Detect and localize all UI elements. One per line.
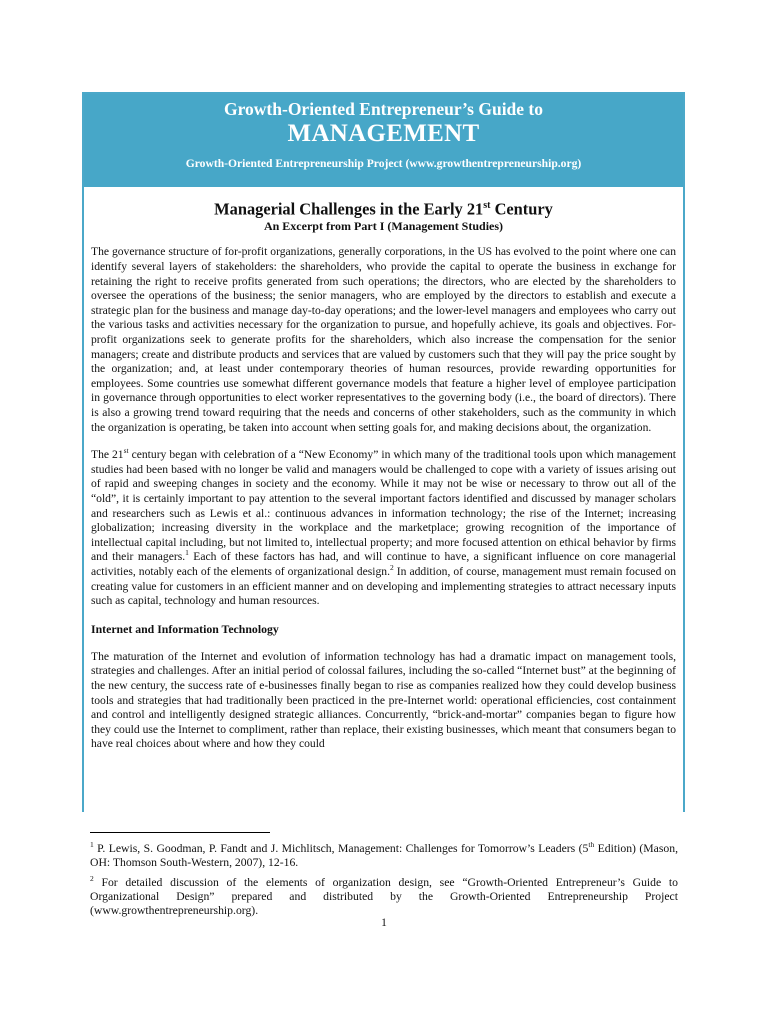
article-frame bbox=[82, 92, 685, 812]
project-credit: Growth-Oriented Entrepreneurship Project (www.growthentrepreneurship.org) bbox=[185, 157, 582, 170]
section-heading: Internet and Information Technology bbox=[91, 621, 279, 636]
footnotes bbox=[90, 838, 678, 920]
guide-topic: MANAGEMENT bbox=[287, 120, 480, 147]
article-content bbox=[84, 196, 683, 752]
article-title: Managerial Challenges in the Early 21st Century bbox=[214, 199, 553, 219]
footnote-1: $^1$ P. Lewis, S. Goodman, P. Fandt and J. Michlitsch, Management: Challenges for Tomorrow’s Leaders (5th Edition) (Mason, OH: Thomson South-Western, 2007), 12-16. bbox=[90, 840, 678, 870]
page-number: 1 bbox=[381, 917, 387, 929]
guide-title: Growth-Oriented Entrepreneur’s Guide to bbox=[223, 99, 544, 119]
paragraph-21st-century: The 21st century began with celebration of a “New Economy” in which many of the traditional tools upon which management studies had been based with no longer be valid and managers would be challenged to cope with a variety of issues arising out of rapid and sweeping changes in society and the economy. While it may not be wise or necessary to throw out all of the “old”, it is certainly important to pay attention to the several important factors identified and discussed by manager scholars and researchers such as Lewis et al.: continuous advances in information technology; the rise of the Internet; increasing globalization; increasing diversity in the workplace and the marketplace; growing recognition of the importance of intellectual capital including, but not limited to, intellectual property; and more focused attention on ethical behavior by firms and their managers.$^1$ Each of these factors has had, and will continue to have, a significant influence on core managerial activities, notably each of the elements of organizational design.$^2$ In addition, of course, management must remain focused on creating value for customers in an efficient manner and on developing and implementing strategies to attract necessary inputs such as capital, technology and human resources. bbox=[91, 446, 677, 608]
footnote-2: $^2$ For detailed discussion of the elements of organization design, see “Growth-Oriented Entrepreneur’s Guide to Organizational Design” prepared and distributed by the Growth-Oriented Entrepreneurship Project (www.growthentrepreneurship.org). bbox=[90, 873, 678, 918]
paragraph-internet: The maturation of the Internet and evolution of information technology has had a dramatic impact on management tools, strategies and challenges. After an initial period of colossal failures, including the so-called “Internet bust” at the beginning of the new century, the success rate of e-businesses finally began to rise as companies realized how they could develop business tools and strategies that had traditionally been practiced in the pre-Internet world: operational efficiencies, cost containment and control and intelligently designed strategic alliances. Concurrently, “brick-and-mortar” companies began to figure how they could use the Internet to compliment, rather than replace, their existing businesses, which meant that consumers began to have real choices about where and how they could bbox=[91, 649, 676, 751]
paragraph-governance: The governance structure of for-profit organizations, generally corporations, in the US has evolved to the point where one can identify several layers of stakeholders: the shareholders, who provide the capital to operate the business in exchange for retaining the right to receive profits generated from such operations; the directors, who are elected by the shareholders to oversee the operations of the business; the senior managers, who are employed by the directors to establish and execute a strategic plan for the business and manage day-to-day operations; and the lower-level managers and employees who carry out the various tasks and activities necessary for the organization to pursue, and hopefully achieve, its goals and objectives. For-profit organizations seek to generate profits for the shareholders, which also increase the compensation for the senior managers; create and distribute products and services that are valued by customers such that they will pay the price sought by the organization; and, at least under contemporary theories of human resources, provide rewarding opportunities for employees. Some countries use somewhat different governance models that feature a higher level of employee participation in governance through opportunities to elect worker representatives to the governing body (i.e., the board of directors). There is also a growing trend toward requiring that the needs and concerns of other stakeholders, such as the community in which the organization is operating, be taken into account when setting goals for, and making decisions about, the organization. bbox=[91, 245, 676, 434]
header-banner bbox=[84, 94, 683, 187]
article-subtitle: An Excerpt from Part I (Management Studies) bbox=[263, 219, 504, 234]
footnote-divider bbox=[90, 832, 270, 833]
footnote-ref-2: 2 bbox=[389, 563, 394, 573]
footnote-ref-1: 1 bbox=[185, 548, 189, 558]
